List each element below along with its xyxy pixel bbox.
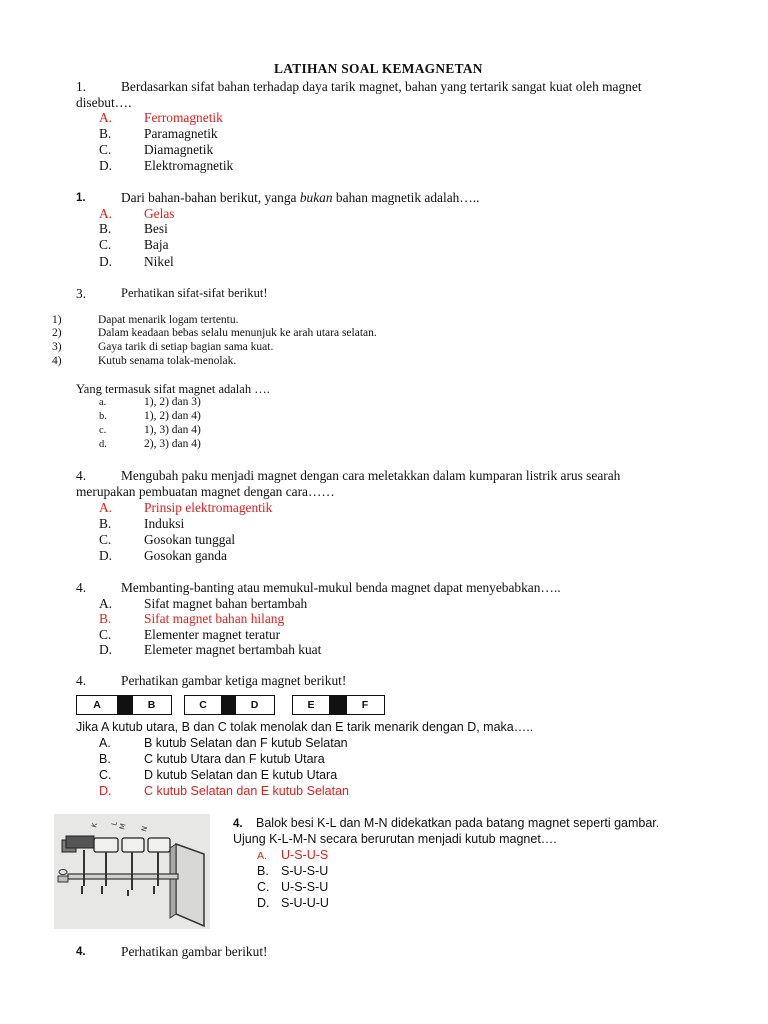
option-letter: B. [99, 221, 112, 236]
question-text: Perhatikan gambar berikut! [121, 944, 268, 959]
option-letter: D. [99, 548, 113, 563]
option-letter: a. [99, 397, 107, 408]
option-letter: D. [99, 642, 113, 657]
option-letter: A. [99, 596, 113, 611]
option-text: Baja [144, 237, 169, 252]
option-letter: A. [99, 110, 113, 125]
question-text: Dari bahan-bahan berikut, yanga bukan bahan magnetik adalah….. [121, 190, 480, 205]
option-text: Elemeter magnet bertambah kuat [144, 642, 322, 657]
option-letter: A. [257, 850, 267, 862]
option-letter: D. [99, 158, 113, 173]
option-text: Besi [144, 221, 168, 236]
option-text: 1), 2) dan 4) [144, 410, 201, 422]
question-text: Perhatikan sifat-sifat berikut! [121, 286, 268, 300]
option-letter: D. [99, 254, 113, 269]
magnet-pole-label: A [93, 699, 101, 711]
page-title: LATIHAN SOAL KEMAGNETAN [274, 61, 483, 76]
option-text: Induksi [144, 516, 185, 531]
option-letter: b. [99, 411, 107, 422]
option-letter: C. [99, 627, 112, 642]
question-text-continued: disebut…. [76, 95, 132, 110]
option-letter: B. [99, 611, 112, 626]
question-prompt: Jika A kutub utara, B dan C tolak menolak dan E tarik menarik dengan D, maka….. [76, 720, 534, 734]
magnet-divider [329, 696, 347, 714]
question-text: Membanting-banting atau memukul-mukul benda magnet dapat menyebabkan….. [121, 580, 561, 595]
bar-magnet [184, 695, 275, 715]
bar-magnet [76, 695, 172, 715]
option-text: Paramagnetik [144, 126, 218, 141]
option-letter: D. [257, 896, 270, 910]
question-text: Mengubah paku menjadi magnet dengan cara meletakkan dalam kumparan listrik arus searah [121, 468, 621, 483]
question-prompt: Yang termasuk sifat magnet adalah …. [76, 382, 270, 396]
question-number: 4. [76, 580, 87, 595]
option-letter: A. [99, 736, 111, 750]
question-text: Balok besi K-L dan M-N didekatkan pada batang magnet seperti gambar. [256, 816, 660, 830]
option-text: Sifat magnet bahan bertambah [144, 596, 308, 611]
option-letter: A. [99, 500, 113, 515]
figure-label-n: N [140, 825, 150, 833]
bar-magnet [292, 695, 385, 715]
option-text-correct: Ferromagnetik [144, 110, 223, 125]
option-letter: c. [99, 425, 107, 436]
option-text: B kutub Selatan dan F kutub Selatan [144, 736, 348, 750]
question-text: Berdasarkan sifat bahan terhadap daya tarik magnet, bahan yang tertarik sangat kuat oleh magnet [121, 79, 642, 94]
list-item: Kutub senama tolak-menolak. [98, 355, 237, 367]
option-text-correct: C kutub Selatan dan E kutub Selatan [144, 784, 350, 798]
question-number: 1. [76, 192, 86, 204]
option-letter: C. [99, 768, 112, 782]
list-number: 4) [52, 355, 62, 367]
figure-label-k: K [90, 822, 100, 829]
option-letter: B. [257, 864, 269, 878]
option-letter: C. [99, 142, 112, 157]
question-number: 1. [76, 79, 87, 94]
question-text-continued: merupakan pembuatan magnet dengan cara…… [76, 484, 335, 499]
magnet-pole-label: B [147, 699, 156, 711]
magnet-pole-label: C [199, 699, 207, 711]
magnet-divider [117, 696, 133, 714]
option-letter: C. [99, 532, 112, 547]
option-text: S-U-U-U [281, 896, 329, 910]
option-text-correct: Gelas [144, 206, 175, 221]
magnet-divider [221, 696, 236, 714]
option-text-correct: Prinsip elektromagentik [144, 500, 273, 515]
list-number: 1) [52, 314, 62, 326]
question-text: Perhatikan gambar ketiga magnet berikut! [121, 673, 347, 688]
list-item: Gaya tarik di setiap bagian sama kuat. [98, 341, 274, 353]
magnet-iron-blocks-illustration [54, 814, 210, 929]
figure-label-m: M [118, 822, 128, 831]
option-text: Gosokan ganda [144, 548, 227, 563]
option-letter: A. [99, 206, 113, 221]
option-text: D kutub Selatan dan E kutub Utara [144, 768, 338, 782]
question-number: 4. [76, 673, 87, 688]
option-text: 1), 2) dan 3) [144, 396, 201, 408]
magnet-pole-label: E [307, 699, 315, 711]
option-text: Diamagnetik [144, 142, 214, 157]
option-letter: C. [99, 237, 112, 252]
question-number: 4. [76, 468, 87, 483]
option-letter: d. [99, 439, 107, 450]
list-item: Dapat menarik logam tertentu. [98, 314, 239, 326]
option-text: U-S-S-U [281, 880, 329, 894]
list-item: Dalam keadaan bebas selalu menunjuk ke arah utara selatan. [98, 327, 377, 339]
option-text: C kutub Utara dan F kutub Utara [144, 752, 325, 766]
figure-label-l: L [110, 820, 119, 827]
list-number: 3) [52, 341, 62, 353]
option-letter: B. [99, 516, 112, 531]
question-text-continued: Ujung K-L-M-N secara berurutan menjadi kutub magnet…. [233, 832, 557, 846]
option-letter: C. [257, 880, 270, 894]
magnet-pole-label: D [250, 699, 259, 711]
magnet-induction-photo [54, 814, 210, 929]
option-text: Elementer magnet teratur [144, 627, 281, 642]
option-text-correct: Sifat magnet bahan hilang [144, 611, 285, 626]
question-number: 4. [76, 946, 86, 958]
option-text: S-U-S-U [281, 864, 329, 878]
magnet-pole-label: F [361, 699, 369, 711]
question-number: 3. [76, 286, 87, 301]
option-text: 2), 3) dan 4) [144, 438, 201, 450]
list-number: 2) [52, 327, 62, 339]
option-text-correct: U-S-U-S [281, 848, 329, 862]
option-text: 1), 3) dan 4) [144, 424, 201, 436]
option-text: Elektromagnetik [144, 158, 234, 173]
option-letter: B. [99, 752, 111, 766]
option-text: Nikel [144, 254, 174, 269]
option-text: Gosokan tunggal [144, 532, 236, 547]
question-number: 4. [233, 818, 243, 830]
option-letter: D. [99, 784, 112, 798]
option-letter: B. [99, 126, 112, 141]
